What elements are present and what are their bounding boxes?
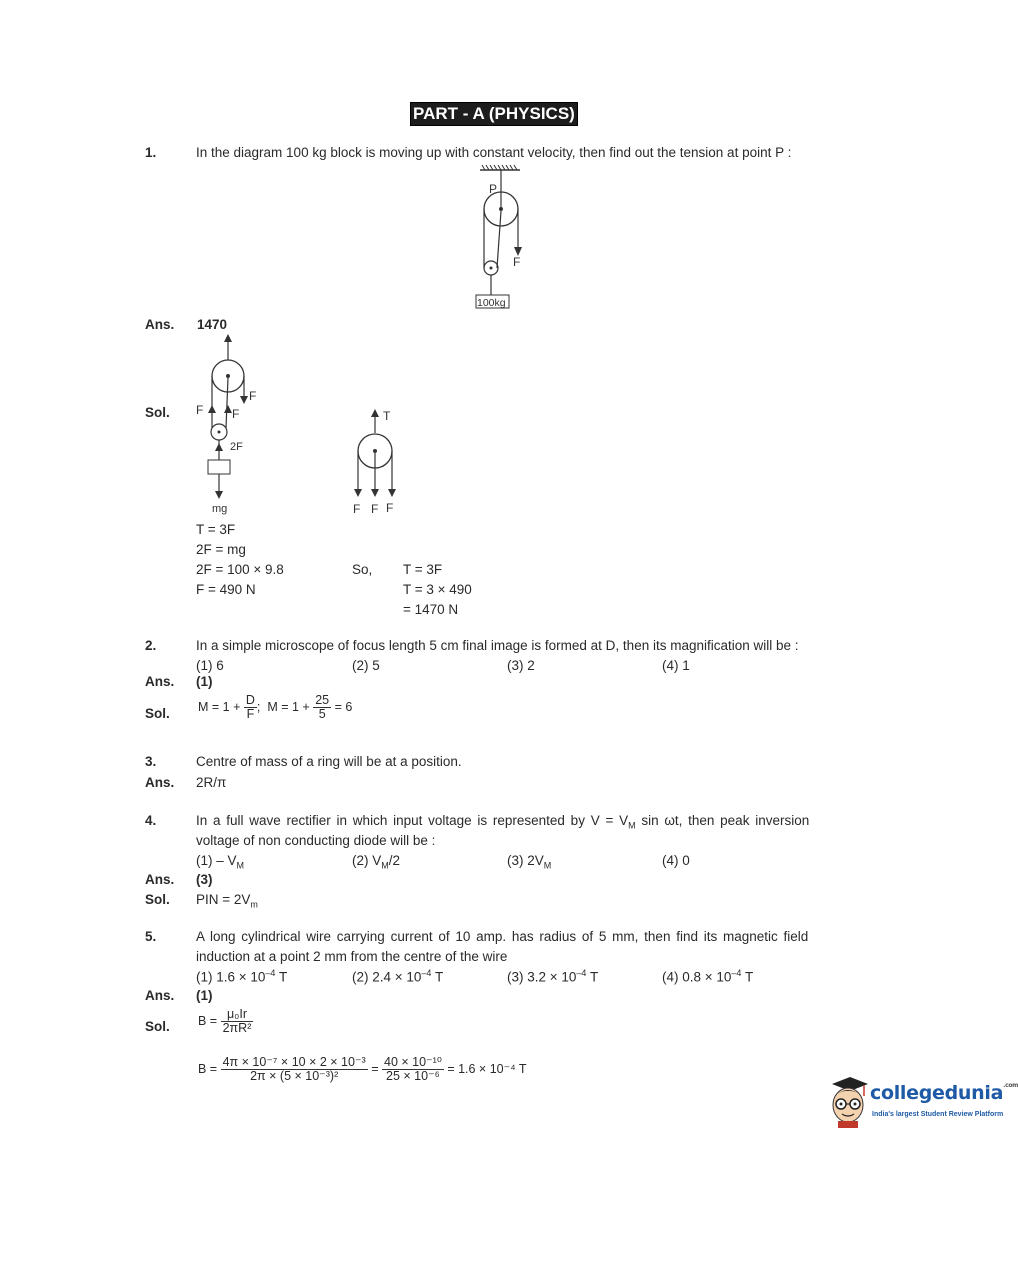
q1-sol-ff3: F xyxy=(386,501,394,515)
q1-step-left-3: 2F = 100 × 9.8 xyxy=(196,562,284,577)
q4-solution: PIN = $2V_m$ xyxy=(196,892,258,910)
q1-step-left-1: T = 3F xyxy=(196,522,236,537)
q1-sol-mg: mg xyxy=(212,503,228,515)
q5-sol-eq2: B = $\frac{\text{4π × 10⁻⁷ × 10 × 2 × 10⁻³}}{\text{2π × (5 × 10⁻³)²}}$ = $\frac{\text{40 × 10⁻¹⁰}}{\text{25 × 10⁻⁶}}$ = 1.6 × 10⁻⁴ T xyxy=(198,1055,527,1083)
q1-ans-label: Ans. xyxy=(145,317,175,332)
q1-sol-diagram-2 xyxy=(345,403,415,518)
q1-step-right-1: T = 3F xyxy=(403,562,443,577)
q1-sol-t: T xyxy=(383,409,391,423)
q5-option-1: (1) $1.6 \times 10^{-4}$ T xyxy=(196,968,288,985)
q1-sol-f3: F xyxy=(232,407,240,421)
q5-number: 5. xyxy=(145,929,157,944)
q1-label-mass: 100kg xyxy=(477,297,506,309)
q1-so: So, xyxy=(352,562,373,577)
q2-answer: (1) xyxy=(196,674,213,689)
q4-answer: (3) xyxy=(196,872,213,887)
q4-question-line-1: In a full wave rectifier in which input voltage is represented by $V = V_M$ sin ωt, then peak inversion xyxy=(196,813,810,831)
q5-question-line-1: A long cylindrical wire carrying current of 10 amp. has radius of 5 mm, then find its magnetic field xyxy=(196,929,809,944)
q4-question-line-2: voltage of non conducting diode will be : xyxy=(196,833,436,848)
page-title: PART - A (PHYSICS) xyxy=(410,102,578,126)
q1-sol-f2: F xyxy=(196,403,204,417)
q1-sol-label: Sol. xyxy=(145,405,170,420)
q2-option-2: (2) 5 xyxy=(352,658,380,673)
q1-answer: 1470 xyxy=(197,317,228,332)
q1-sol-ff2: F xyxy=(371,502,379,516)
q2-sol-label: Sol. xyxy=(145,706,170,721)
q1-number: 1. xyxy=(145,145,157,160)
q3-question: Centre of mass of a ring will be at a position. xyxy=(196,754,462,769)
q4-number: 4. xyxy=(145,813,157,828)
q3-number: 3. xyxy=(145,754,157,769)
logo-wordmark: collegedunia$^{.com}$ xyxy=(870,1082,1018,1104)
q4-option-3: (3) $2V_M$ xyxy=(507,853,552,871)
q2-option-4: (4) 1 xyxy=(662,658,690,673)
q1-pulley-diagram xyxy=(468,165,538,313)
q1-sol-2f: 2F xyxy=(230,441,243,453)
q2-sol-frac-d-f: $\frac{D}{F}$ xyxy=(245,693,255,721)
q5-answer: (1) xyxy=(196,988,213,1003)
q1-label-p: P xyxy=(489,182,498,196)
q5-option-2: (2) $2.4 \times 10^{-4}$ T xyxy=(352,968,444,985)
q4-option-4: (4) 0 xyxy=(662,853,690,868)
q3-ans-label: Ans. xyxy=(145,775,175,790)
q1-sol-f1: F xyxy=(249,389,257,403)
q2-sol-result: = 6 xyxy=(334,699,353,714)
mascot-icon xyxy=(826,1074,870,1128)
q1-step-left-4: F = 490 N xyxy=(196,582,256,597)
q5-sol-label: Sol. xyxy=(145,1019,170,1034)
q2-question: In a simple microscope of focus length 5 cm final image is formed at D, then its magnification will be : xyxy=(196,638,799,653)
q5-sol-eq1: B = $\frac{\text{μ₀Ir}}{\text{2πR²}}$ xyxy=(198,1007,252,1035)
q2-number: 2. xyxy=(145,638,157,653)
collegedunia-logo[interactable] xyxy=(826,1074,1018,1130)
q5-option-4: (4) $0.8 \times 10^{-4}$ T xyxy=(662,968,754,985)
q4-ans-label: Ans. xyxy=(145,872,175,887)
q2-sol-frac-25-5: $\frac{25}{5}$ xyxy=(315,693,330,721)
q2-solution: M = 1 + $\frac{D}{F}$ ; M = 1 + $\frac{25}{5}$ = 6 xyxy=(198,693,353,721)
q1-step-right-3: = 1470 N xyxy=(403,602,459,617)
q2-sol-m1: M = 1 + xyxy=(198,699,241,714)
q5-question-line-2: induction at a point 2 mm from the centre of the wire xyxy=(196,949,508,964)
q5-option-3: (3) $3.2 \times 10^{-4}$ T xyxy=(507,968,599,985)
q2-option-1: (1) 6 xyxy=(196,658,224,673)
q4-option-2: (2) $V_M/2$ xyxy=(352,853,401,871)
q4-option-1: $(1) - V_M$ xyxy=(196,853,245,871)
q1-sol-ff1: F xyxy=(353,502,361,516)
q3-answer: 2R/π xyxy=(196,775,227,790)
q1-sol-diagram-1 xyxy=(188,330,268,518)
q2-option-3: (3) 2 xyxy=(507,658,535,673)
q5-ans-label: Ans. xyxy=(145,988,175,1003)
q1-step-left-2: 2F = mg xyxy=(196,542,246,557)
q2-ans-label: Ans. xyxy=(145,674,175,689)
q2-sol-m2: M = 1 + xyxy=(267,699,310,714)
q1-label-f: F xyxy=(513,255,521,269)
logo-tagline: India's largest Student Review Platform xyxy=(872,1111,1004,1118)
q1-question: In the diagram 100 kg block is moving up with constant velocity, then find out the tension at point P : xyxy=(196,145,792,160)
q1-step-right-2: T = 3 × 490 xyxy=(403,582,472,597)
q4-sol-label: Sol. xyxy=(145,892,170,907)
